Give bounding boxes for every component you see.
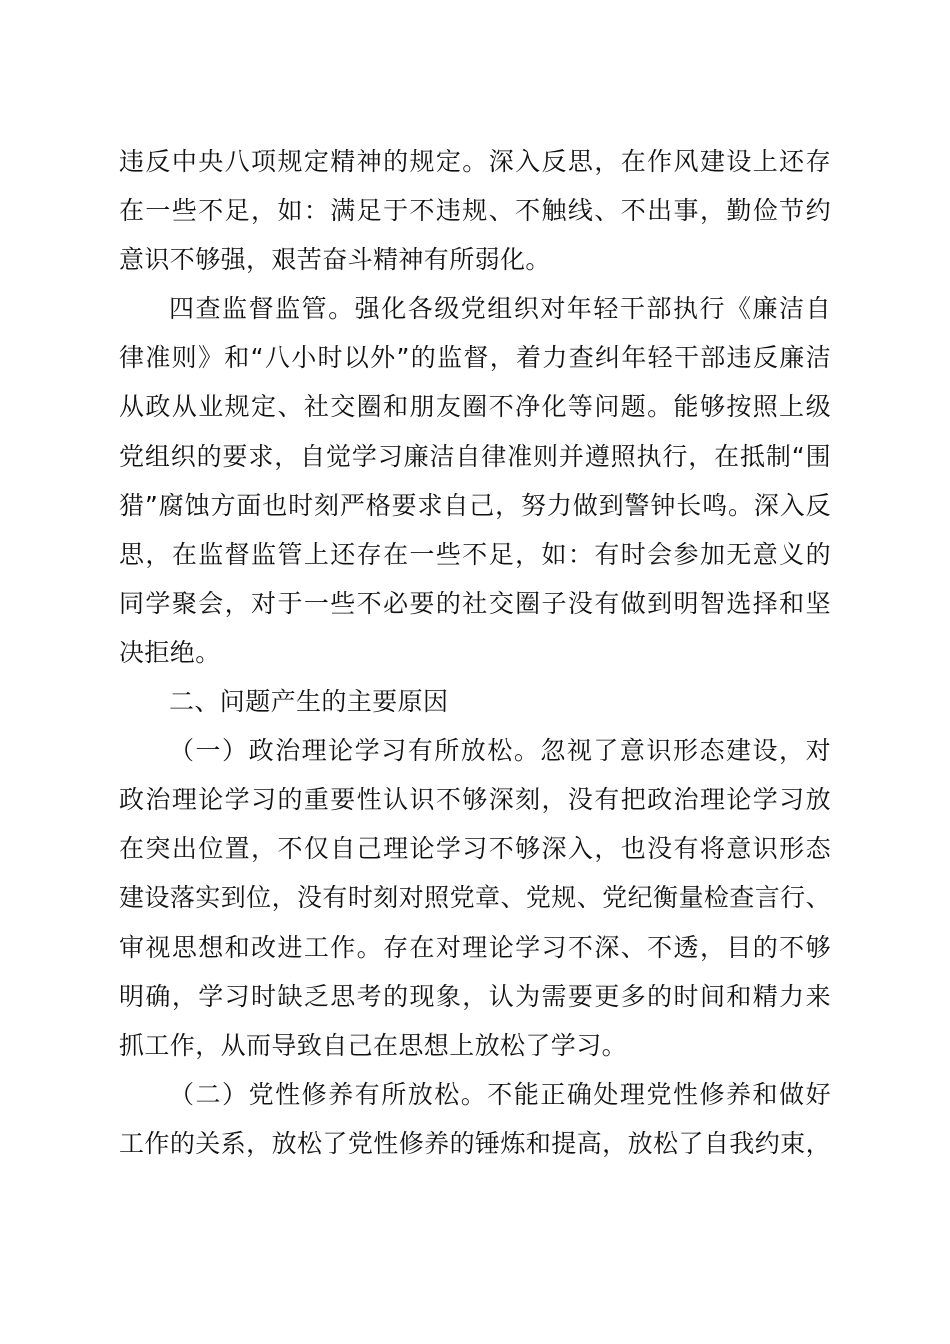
text-line: 律准则》和“八小时以外”的监督，着力查纠年轻干部违反廉洁	[119, 343, 831, 373]
body-text	[119, 137, 831, 1168]
text-line: 在突出位置，不仅自己理论学习不够深入，也没有将意识形态	[119, 834, 831, 864]
text-line: 猎”腐蚀方面也时刻严格要求自己，努力做到警钟长鸣。深入反	[119, 490, 831, 520]
text-line: 思，在监督监管上还存在一些不足，如：有时会参加无意义的	[119, 539, 831, 569]
text-line: 意识不够强，艰苦奋斗精神有所弱化。	[119, 245, 551, 275]
section-heading: 二、问题产生的主要原因	[169, 687, 449, 717]
paragraph-start-line: 四查监督监管。强化各级党组织对年轻干部执行《廉洁自	[169, 294, 831, 324]
text-line: 决拒绝。	[119, 637, 221, 667]
text-line: 审视思想和改进工作。存在对理论学习不深、不透，目的不够	[119, 932, 831, 962]
text-line: 工作的关系，放松了党性修养的锤炼和提高，放松了自我约束，	[119, 1128, 831, 1158]
text-line: 政治理论学习的重要性认识不够深刻，没有把政治理论学习放	[119, 785, 831, 815]
text-line: 抓工作，从而导致自己在思想上放松了学习。	[119, 1030, 628, 1060]
text-line: 明确，学习时缺乏思考的现象，认为需要更多的时间和精力来	[119, 981, 831, 1011]
text-line: 从政从业规定、社交圈和朋友圈不净化等问题。能够按照上级	[119, 392, 831, 422]
paragraph-start-line: （二）党性修养有所放松。不能正确处理党性修养和做好	[169, 1079, 831, 1109]
text-line: 党组织的要求，自觉学习廉洁自律准则并遵照执行，在抵制“围	[119, 441, 831, 471]
text-line: 同学聚会，对于一些不必要的社交圈子没有做到明智选择和坚	[119, 588, 831, 618]
text-line: 违反中央八项规定精神的规定。深入反思，在作风建设上还存	[119, 147, 831, 176]
text-line: 在一些不足，如：满足于不违规、不触线、不出事，勤俭节约	[119, 196, 831, 226]
text-line: 建设落实到位，没有时刻对照党章、党规、党纪衡量检查言行、	[119, 883, 831, 913]
paragraph-start-line: （一）政治理论学习有所放松。忽视了意识形态建设，对	[169, 736, 831, 766]
